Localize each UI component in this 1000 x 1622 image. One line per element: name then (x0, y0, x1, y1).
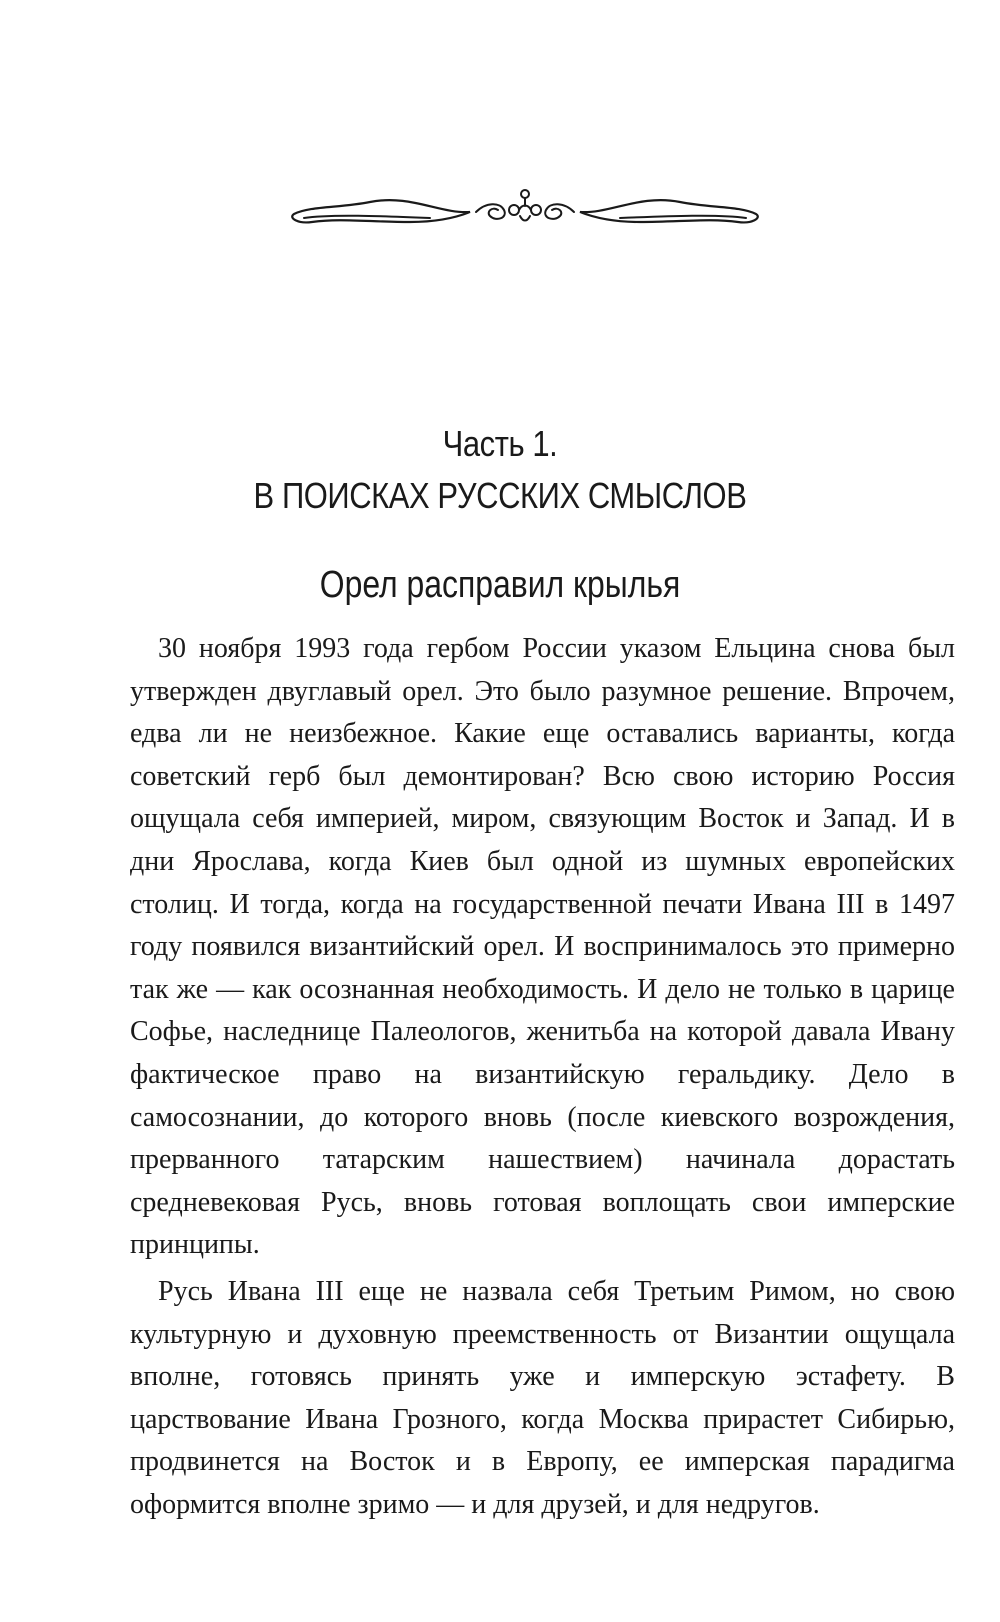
paragraph: Русь Ивана III еще не назвала себя Третьим Римом, но свою культурную и духовную преемственность от Византии ощущала вполне, готовясь принять уже и имперскую эстафету. В царствование Ивана Грозного, когда Москва прирастет Сибирью, продвинется на Восток и в Европу, ее имперская парадигма оформится вполне зримо — и для друзей, и для недругов. (130, 1275, 955, 1520)
part-heading (70, 418, 930, 522)
part-label: Часть 1. (442, 423, 558, 464)
paragraph: 30 ноября 1993 года гербом России указом Ельцина снова был утвержден двуглавый орел. Это было разумное решение. Впрочем, едва ли не неизбежное. Какие еще оставались варианты, когда советский герб был демонтирован? Всю свою историю Россия ощущала себя империей, миром, связующим Восток и Запад. И в дни Ярослава, когда Киев был одной из шумных европейских столиц. И тогда, когда на государственной печати Ивана III в 1497 году появился византийский орел. И воспринималось это примерно так же — как осознанная необходимость. И дело не только в царице Софье, наследнице Палеологов, женитьба на которой давала Ивану фактическое право на византийскую геральдику. Дело в самосознании, до которого вновь (после киевского возрождения, прерванного татарским нашествием) начинала дорастать средневековая Русь, вновь готовая воплощать свои имперские принципы. (130, 633, 955, 1261)
flourish-divider-icon (290, 180, 760, 240)
chapter-title: Орел расправил крылья (319, 564, 681, 606)
part-title: В ПОИСКАХ РУССКИХ СМЫСЛОВ (253, 475, 747, 516)
body-text (130, 628, 955, 1526)
